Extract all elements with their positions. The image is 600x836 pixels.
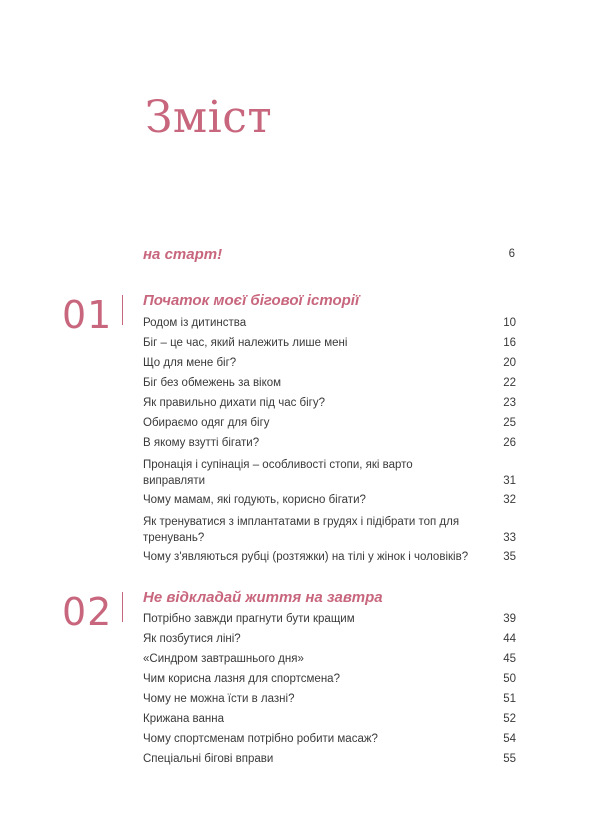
entry-text: Біг без обмежень за віком — [143, 377, 282, 389]
toc-entry — [143, 751, 516, 767]
entry-page: 35 — [503, 551, 516, 563]
intro-page-number: 6 — [508, 248, 515, 260]
chapter-divider — [122, 295, 123, 325]
entry-text: Родом із дитинства — [143, 317, 247, 329]
entry-page: 39 — [503, 613, 516, 625]
toc-entry — [143, 731, 516, 747]
entry-text: Чим корисна лазня для спортсмена? — [143, 673, 340, 685]
toc-entry — [143, 711, 516, 727]
entry-text: Чому не можна їсти в лазні? — [143, 693, 295, 705]
toc-entry — [143, 415, 516, 431]
entry-text: Потрібно завжди прагнути бути кращим — [143, 613, 355, 625]
entry-text: Що для мене біг? — [143, 357, 237, 369]
entry-page: 23 — [503, 397, 516, 409]
entry-page: 45 — [503, 653, 516, 665]
entry-text: Як правильно дихати під час бігу? — [143, 397, 326, 409]
entry-text: «Синдром завтрашнього дня» — [143, 653, 304, 665]
entry-text: Як позбутися ліні? — [143, 633, 241, 645]
entry-page: 44 — [503, 633, 516, 645]
entry-page: 55 — [503, 753, 516, 765]
toc-entry — [143, 514, 516, 546]
toc-entry — [143, 315, 516, 331]
entry-text: Чому мамам, які годують, корисно бігати? — [143, 494, 366, 506]
intro-entry — [143, 246, 515, 264]
entry-page: 25 — [503, 417, 516, 429]
entry-text: Біг – це час, який належить лише мені — [143, 337, 348, 349]
entry-page: 20 — [503, 357, 516, 369]
entry-text: Крижана ванна — [143, 713, 225, 725]
entry-page: 22 — [503, 377, 516, 389]
entry-text: Пронація і супінація – особливості стопи, які варто виправляти — [143, 459, 413, 487]
toc-entry — [143, 549, 516, 565]
toc-entry — [143, 671, 516, 687]
entry-text: В якому взутті бігати? — [143, 437, 260, 449]
chapter-entries — [143, 315, 516, 565]
toc-entry — [143, 457, 516, 489]
entry-page: 51 — [503, 693, 516, 705]
entry-page: 16 — [503, 337, 516, 349]
chapter-title: Не відкладай життя на завтра — [143, 589, 383, 606]
chapter-number: 02 — [62, 590, 113, 634]
entry-page: 52 — [503, 713, 516, 725]
entry-page: 26 — [503, 437, 516, 449]
toc-entry — [143, 435, 516, 451]
toc-entry — [143, 355, 516, 371]
chapter-divider — [122, 592, 123, 622]
entry-page: 54 — [503, 733, 516, 745]
chapter-number: 01 — [62, 293, 113, 337]
intro-label: на старт! — [143, 246, 223, 263]
entry-text: Як тренуватися з імплантатами в грудях і підібрати топ для тренувань? — [143, 516, 460, 544]
toc-entry — [143, 395, 516, 411]
entry-text: Чому спортсменам потрібно робити масаж? — [143, 733, 378, 745]
toc-entry — [143, 375, 516, 391]
page-title: Зміст — [145, 92, 273, 143]
toc-entry — [143, 631, 516, 647]
toc-entry — [143, 335, 516, 351]
chapter-title: Початок моєї бігової історії — [143, 292, 360, 309]
entry-page: 33 — [503, 532, 516, 544]
entry-page: 32 — [503, 494, 516, 506]
toc-entry — [143, 651, 516, 667]
entry-page: 31 — [503, 475, 516, 487]
entry-page: 50 — [503, 673, 516, 685]
toc-entry — [143, 611, 516, 627]
toc-entry — [143, 492, 516, 508]
chapter-entries — [143, 611, 516, 767]
entry-text: Спеціальні бігові вправи — [143, 753, 274, 765]
entry-page: 10 — [503, 317, 516, 329]
entry-text: Чому з'являються рубці (розтяжки) на тілі у жінок і чоловіків? — [143, 551, 469, 563]
toc-entry — [143, 691, 516, 707]
entry-text: Обираємо одяг для бігу — [143, 417, 270, 429]
